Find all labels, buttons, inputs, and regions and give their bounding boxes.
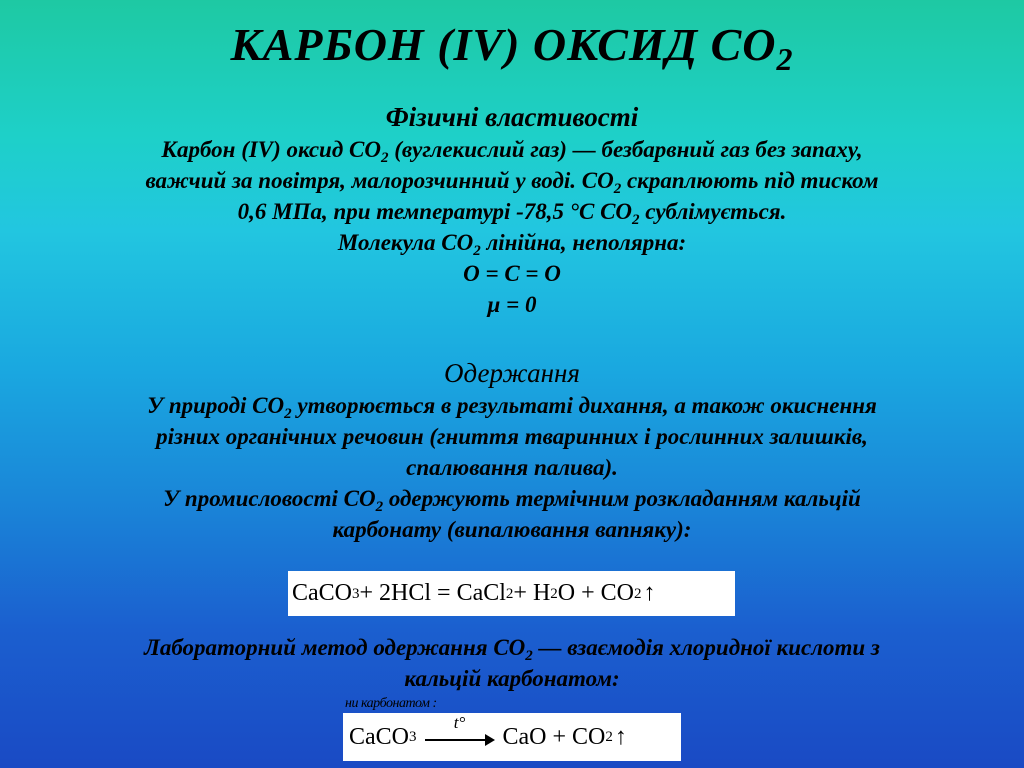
- text-fragment: Карбон (IV) оксид СО: [161, 137, 381, 162]
- obtaining-section: [0, 356, 1024, 545]
- text-fragment: Молекула СО: [337, 230, 474, 255]
- obtaining-line-3: спалювання палива).: [406, 455, 618, 480]
- slide-title: [0, 18, 1024, 78]
- molecule-formula: О = С = О: [463, 261, 561, 286]
- equation-text: + H: [513, 580, 551, 606]
- text-fragment: У природі СО: [147, 393, 285, 418]
- arrow-shaft: [425, 739, 487, 741]
- text-fragment: 0,6 МПа, при температурі -78,5 °С СО: [237, 199, 633, 224]
- equation-text: + 2HCl = CaCl: [359, 580, 506, 606]
- physical-properties-heading: Фізичні властивості: [385, 102, 639, 132]
- equation-text: CaO + CO: [502, 723, 606, 750]
- reaction-arrow-icon: [425, 713, 495, 749]
- text-fragment: лінійна, неполярна:: [480, 230, 687, 255]
- obtaining-line-2: різних органічних речовин (гниття тваринних і рослинних залишків,: [156, 424, 868, 449]
- laboratory-equation: CaCO 3 t° CaO + CO 2 ↑: [343, 713, 681, 761]
- title-subscript: 2: [776, 41, 794, 77]
- text-fragment: У промисловості СО: [163, 486, 376, 511]
- cropped-text-fragment: ни карбонатом :: [345, 696, 437, 711]
- obtaining-line-1: [0, 390, 1024, 421]
- text-fragment: одержують термічним розкладанням кальцій: [383, 486, 861, 511]
- title-text: КАРБОН (IV) ОКСИД СО: [230, 19, 777, 70]
- obtaining-line-5: карбонату (випалювання вапняку):: [332, 517, 692, 542]
- reaction-condition: t°: [453, 713, 466, 732]
- physical-line-2: [0, 165, 1024, 196]
- dipole-moment: μ = 0: [487, 292, 537, 317]
- subscript: 2: [613, 181, 622, 197]
- subscript: 2: [525, 648, 533, 664]
- subscript: 2: [380, 150, 389, 166]
- industrial-equation: CaCO 3 + 2HCl = CaCl 2 + H 2 O + CO 2 ↑: [288, 571, 735, 616]
- obtaining-line-4: [0, 483, 1024, 514]
- subscript: 2: [284, 406, 292, 422]
- text-fragment: сублімується.: [639, 199, 787, 224]
- physical-line-3: [0, 196, 1024, 227]
- equation-text: CaCO: [292, 580, 352, 606]
- physical-line-4: [0, 227, 1024, 258]
- text-fragment: (вуглекислий газ) — безбарвний газ без запаху,: [388, 137, 863, 162]
- obtaining-heading: Одержання: [444, 358, 580, 388]
- laboratory-line-1: [0, 632, 1024, 663]
- subscript: 2: [375, 499, 384, 515]
- physical-line-1: [0, 134, 1024, 165]
- text-fragment: утворюється в результаті дихання, а також окиснення: [291, 393, 877, 418]
- physical-properties-section: [0, 100, 1024, 320]
- equation-text: O + CO: [557, 580, 635, 606]
- equation-text: CaCO: [349, 723, 409, 750]
- gas-arrow-icon: ↑: [614, 723, 627, 750]
- text-fragment: — взаємодія хлоридної кислоти з: [532, 635, 880, 660]
- laboratory-section: [0, 632, 1024, 694]
- text-fragment: важчий за повітря, малорозчинний у воді. СО: [145, 168, 614, 193]
- text-fragment: Лабораторний метод одержання СО: [144, 635, 526, 660]
- subscript: 2: [473, 243, 481, 259]
- laboratory-line-2: кальцій карбонатом:: [404, 666, 620, 691]
- arrow-head: [485, 734, 495, 746]
- subscript: 2: [632, 212, 640, 228]
- text-fragment: скраплюють під тиском: [621, 168, 879, 193]
- gas-arrow-icon: ↑: [643, 580, 656, 606]
